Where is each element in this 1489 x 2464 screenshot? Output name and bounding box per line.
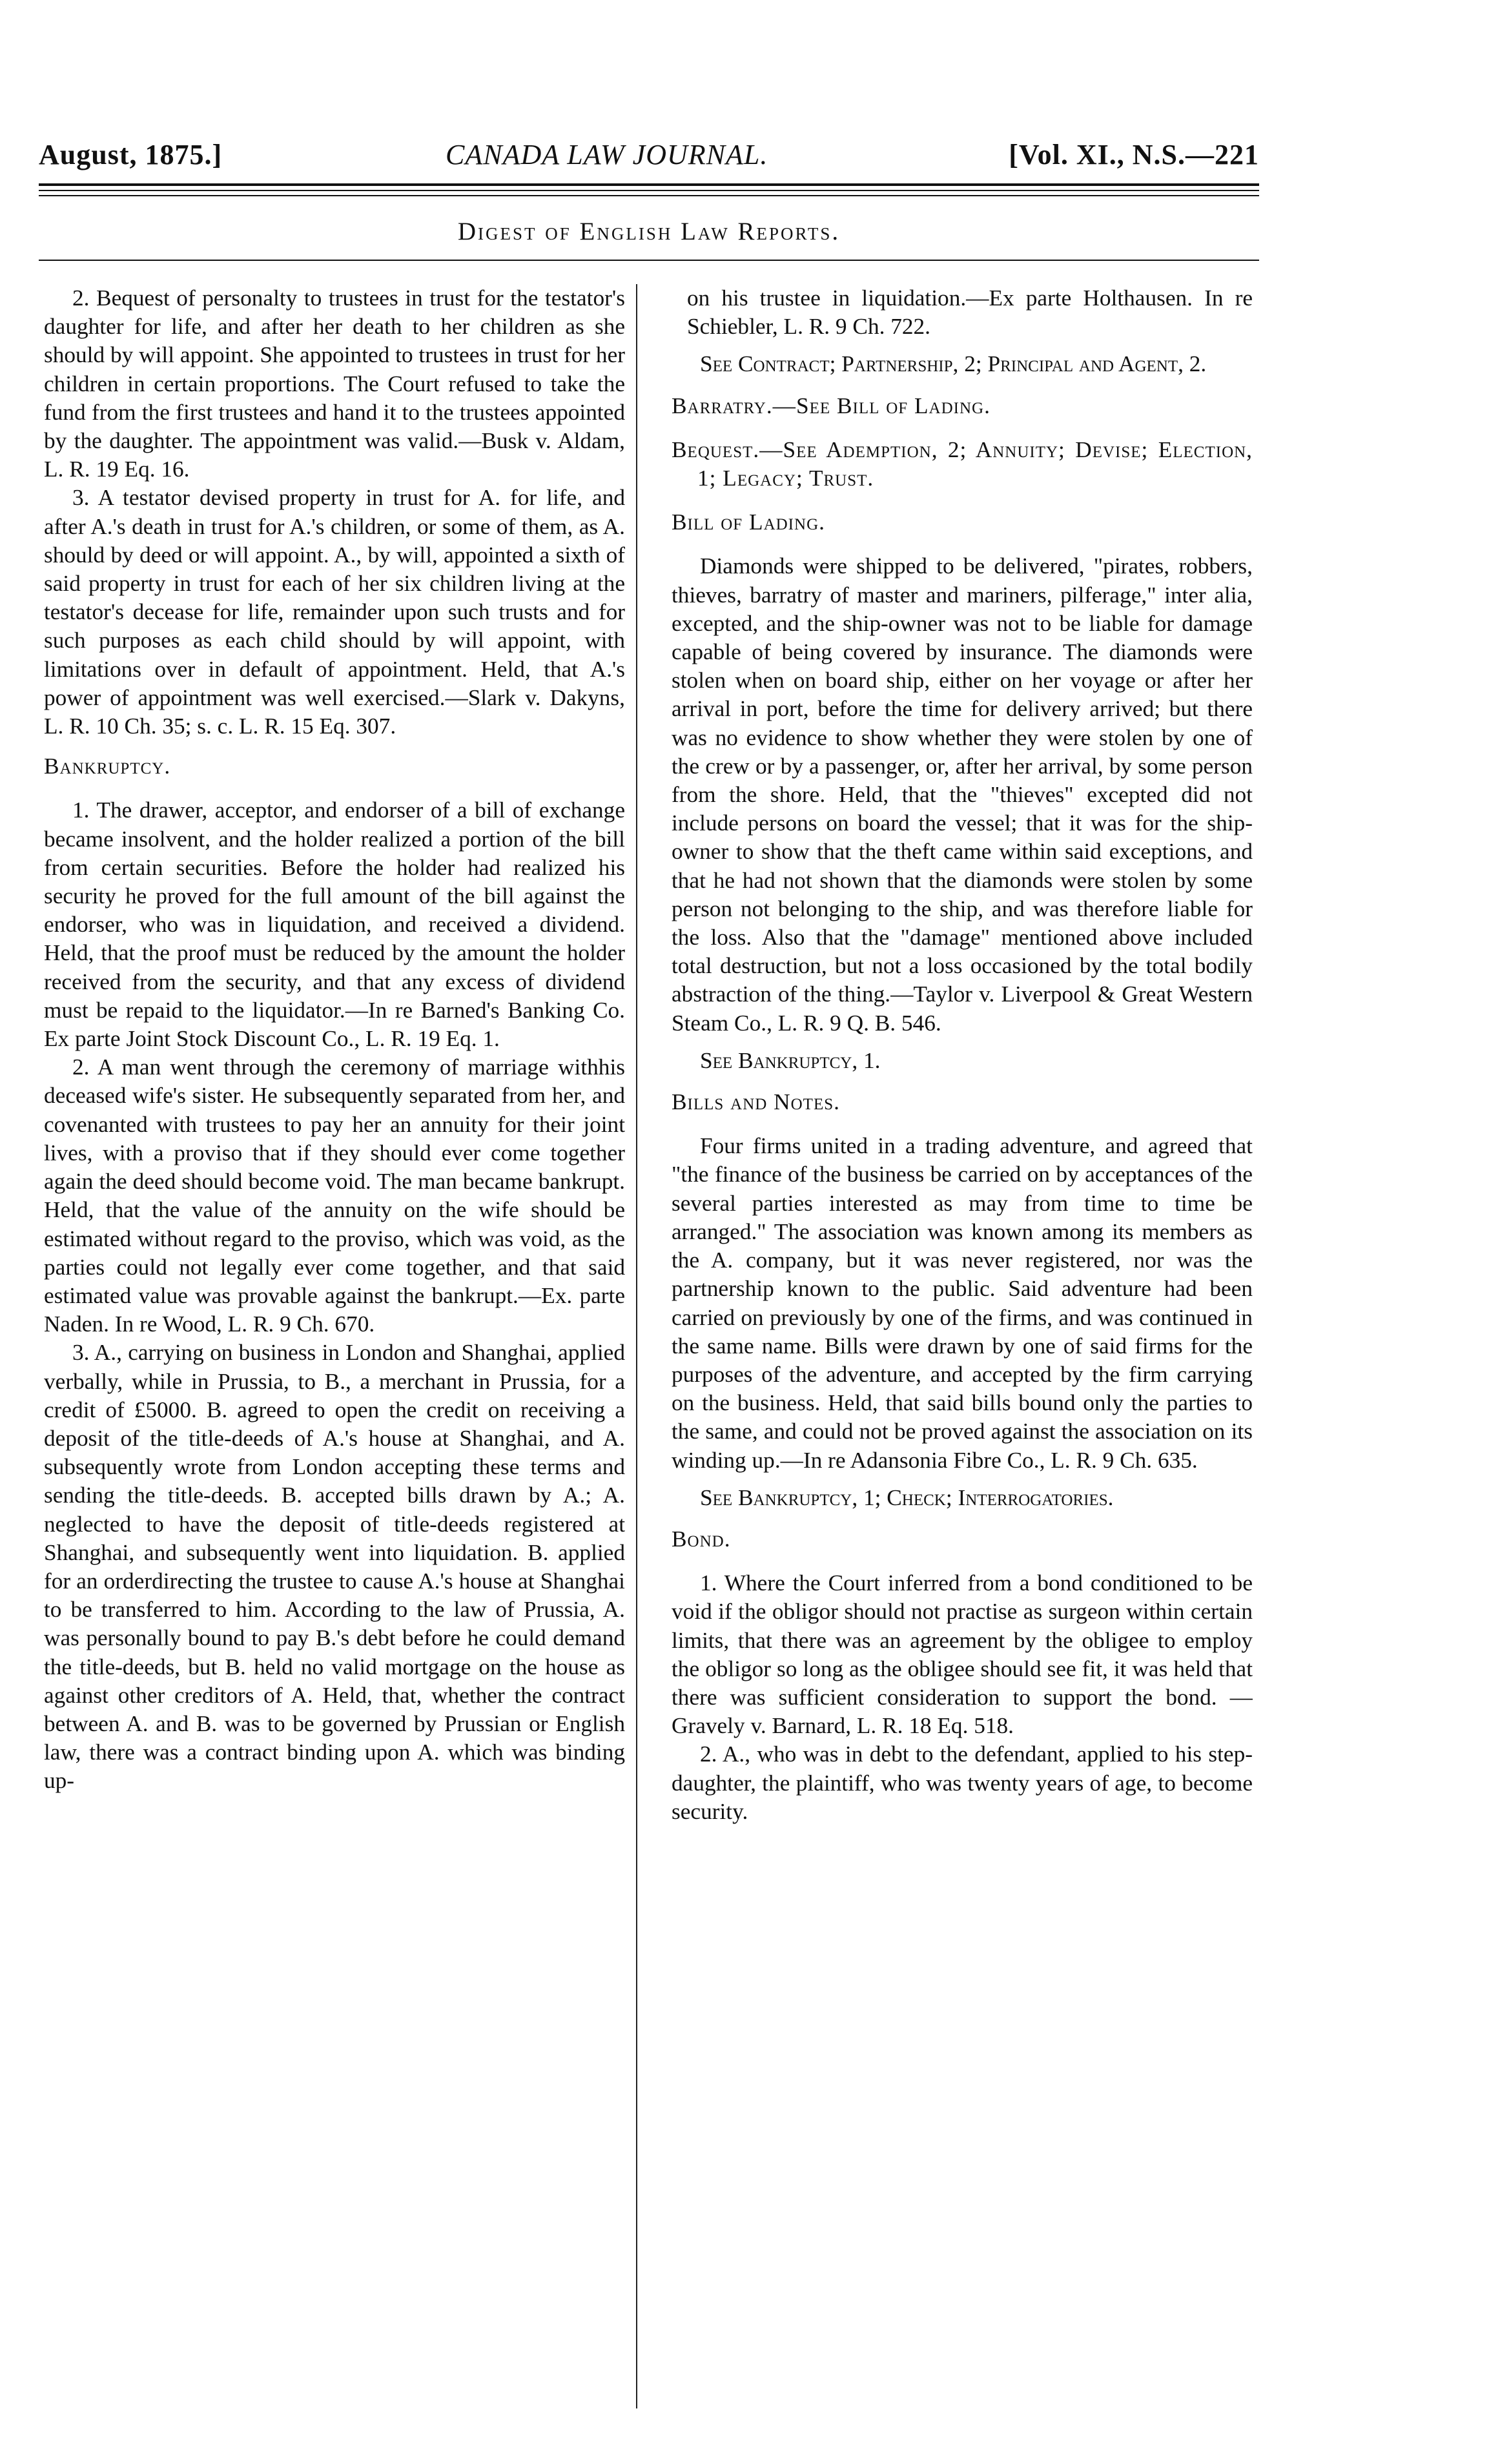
running-header: [39, 138, 1259, 177]
paragraph-bond-1: 1. Where the Court inferred from a bond conditioned to be void if the obligor should not practise as surgeon within certain limits, that there was an agreement by the obligee to employ the obligor so long as the obligee should see fit, it was held that there was sufficient consideration to support the bond. —Gravely v. Barnard, L. R. 18 Eq. 518.: [672, 1570, 1253, 1739]
heading-bankruptcy: Bankruptcy.: [44, 754, 171, 779]
paragraph-bankruptcy-3: 3. A., carrying on business in London and Shanghai, applied verbally, while in Prussia, to B., a merchant in Prussia, for a credit of £5000. B. agreed to open the credit on receiving a deposit of the title-deeds of A.'s house at Shanghai, and A. subsequently wrote from London accepting these terms and sending the title-deeds. B. accepted bills drawn by A.; A. neglected to have the deposit of title-deeds registered at Shanghai, and subsequently went into liquidation. B. applied for an orderdirecting the trustee to cause A.'s house at Shanghai to be transferred to him. According to the law of Prussia, A. was personally bound to pay B.'s debt before he could demand the title-deeds, but B. held no valid mortgage on the house as against other creditors of A. Held, that, whether the contract between A. and B. was to be governed by Prussian or English law, there was a contract binding upon A. which was binding up-: [44, 1340, 625, 1794]
paragraph-bequest-2: 2. Bequest of personalty to trustees in trust for the testator's daughter for life, and after her death to her children as she should by will appoint. She appointed to trustees in trust for her children in certain proportions. The Court refused to take the fund from the first trustees and hand it to the trustees appointed by the daughter. The appointment was valid.—Busk v. Aldam, L. R. 19 Eq. 16.: [44, 285, 625, 482]
section-title: Digest of English Law Reports.: [457, 218, 841, 245]
paragraph-bond-2: 2. A., who was in debt to the defendant, applied to his step-daughter, the plaintiff, who was twenty years of age, to become security.: [672, 1741, 1253, 1824]
heading-bills-and-notes: Bills and Notes.: [672, 1089, 840, 1115]
section-rule: [39, 260, 1259, 261]
crossref-bankruptcy-1: See Bankruptcy, 1.: [700, 1047, 881, 1073]
heading-barratry: Barratry.—See Bill of Lading.: [672, 393, 991, 418]
journal-title: CANADA LAW JOURNAL.: [446, 139, 768, 170]
header-rule-thin: [39, 190, 1259, 191]
right-column: [672, 284, 1253, 2428]
paragraph-continuation: on his trustee in liquidation.—Ex parte Holthausen. In re Schiebler, L. R. 9 Ch. 722.: [687, 285, 1253, 340]
paragraph-bill-of-lading: Diamonds were shipped to be delivered, "pirates, robbers, thieves, barratry of master and mariners, pilferage," inter alia, excepted, and the ship-owner was not to be liable for damage capable of being covered by insurance. The diamonds were stolen when on board ship, either on her voyage or after her arrival in port, before the time for delivery arrived; but there was no evidence to show whether they were stolen by one of the crew or by a passenger, or, after her arrival, by some person from the shore. Held, that the "thieves" excepted did not include persons on board the vessel; that it was for the ship-owner to show that the theft came within said exceptions, and that he had not shown that the diamonds were stolen by some person not belonging to the ship, and was therefore liable for the loss. Also that the "damage" mentioned above included total destruction, but not a loss occasioned by the total bodily abstraction of the thing.—Taylor v. Liverpool & Great Western Steam Co., L. R. 9 Q. B. 546.: [672, 553, 1253, 1036]
paragraph-bequest-3: 3. A testator devised property in trust for A. for life, and after A.'s death in trust for A.'s children, or some of them, as A. should by deed or will appoint. A., by will, appointed a sixth of said property in trust for each of her six children living at the testator's decease for life, remainder upon such trusts and for such purposes as each child should by will appoint, with limitations over in default of appointment. Held, that A.'s power of appointment was well exercised.—Slark v. Dakyns, L. R. 10 Ch. 35; s. c. L. R. 15 Eq. 307.: [44, 485, 625, 739]
heading-bill-of-lading: Bill of Lading.: [672, 509, 825, 535]
volume-page-number: [Vol. XI., N.S.—221: [1009, 139, 1259, 170]
header-rule-thick: [39, 183, 1259, 186]
header-date: August, 1875.]: [39, 139, 223, 170]
column-divider: [636, 284, 637, 2408]
paragraph-bankruptcy-2: 2. A man went through the ceremony of marriage withhis deceased wife's sister. He subsequently separated from her, and covenanted with trustees to pay her an annuity for their joint lives, with a proviso that if they should ever come together again the deed should become void. The man became bankrupt. Held, that the value of the annuity on the wife should be estimated without regard to the proviso, which was void, as the parties could not legally ever come together, and that said estimated value was provable against the bankrupt.—Ex. parte Naden. In re Wood, L. R. 9 Ch. 670.: [44, 1054, 625, 1337]
heading-bond: Bond.: [672, 1526, 731, 1552]
heading-bequest: Bequest.—See Ademption, 2; Annuity; Devise; Election, 1; Legacy; Trust.: [672, 436, 1253, 491]
paragraph-bankruptcy-1: 1. The drawer, acceptor, and endorser of a bill of exchange became insolvent, and the holder realized a portion of the bill from certain securities. Before the holder had realized his security he proved for the full amount of the bill against the endorser, who was in liquidation, and received a dividend. Held, that the proof must be reduced by the amount the holder received from the security, and that any excess of dividend must be repaid to the liquidator.—In re Barned's Banking Co. Ex parte Joint Stock Discount Co., L. R. 19 Eq. 1.: [44, 797, 625, 1052]
crossref-bankruptcy-check: See Bankruptcy, 1; Check; Interrogatories.: [700, 1484, 1114, 1510]
paragraph-bills-and-notes: Four firms united in a trading adventure, and agreed that "the finance of the business be carried on by acceptances of the several parties interested as may from time to time be arranged." The association was known among its members as the A. company, but it was never registered, nor was the partnership known to the public. Said adventure had been carried on previously by one of the firms, and was continued in the same name. Bills were drawn by one of said firms for the purposes of the adventure, and accepted by the firm carrying on the business. Held, that said bills bound only the parties to the same, and could not be proved against the association on its winding up.—In re Adansonia Fibre Co., L. R. 9 Ch. 635.: [672, 1133, 1253, 1473]
crossref-contract: See Contract; Partnership, 2; Principal and Agent, 2.: [700, 351, 1207, 377]
left-column: [44, 284, 625, 2428]
header-rule-thin-2: [39, 195, 1259, 196]
